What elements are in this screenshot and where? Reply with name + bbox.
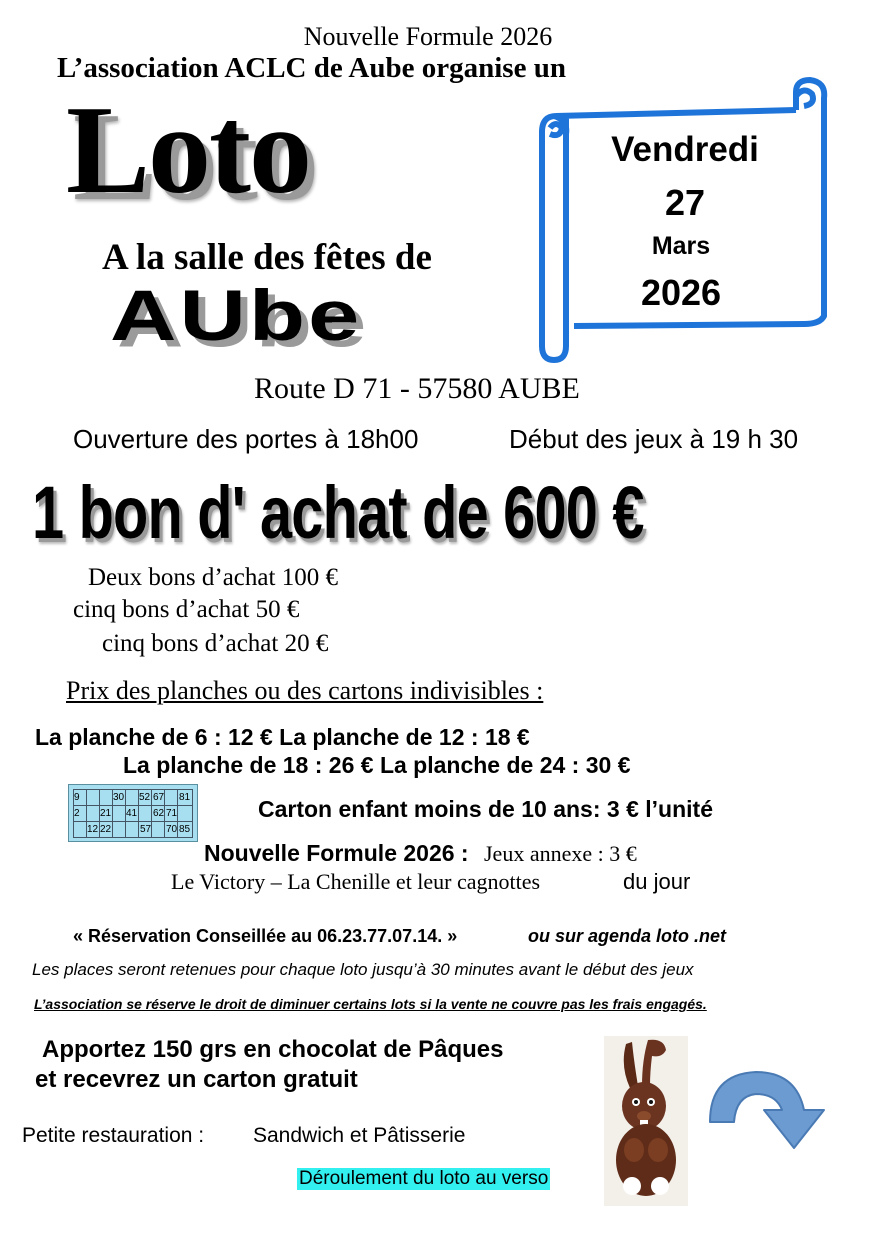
child-card-price: Carton enfant moins de 10 ans: 3 € l’unité [258, 796, 713, 822]
side-games-price: Jeux annexe : 3 € [484, 841, 637, 866]
side-games-tail: du jour [623, 869, 691, 894]
catering-label: Petite restauration : [22, 1124, 205, 1147]
date-year: 2026 [640, 272, 722, 313]
date-weekday: Vendredi [611, 130, 759, 169]
card-number: 57 [140, 824, 152, 835]
main-prize: 1 bon d' achat de 600 € [32, 471, 644, 554]
catering-items: Sandwich et Pâtisserie [253, 1124, 466, 1147]
bingo-card-icon [68, 784, 198, 842]
doors-open-time: Ouverture des portes à 18h00 [73, 424, 419, 454]
chocolate-offer-line: et recevrez un carton gratuit [35, 1066, 358, 1093]
card-number: 62 [153, 808, 165, 819]
date-day: 27 [664, 182, 706, 223]
reservation-website: ou sur agenda loto .net [528, 926, 727, 946]
card-number: 70 [166, 824, 178, 835]
card-number: 22 [100, 824, 112, 835]
organizer-line: L’association ACLC de Aube organise un [57, 52, 566, 84]
price-line: La planche de 18 : 26 € La planche de 24 : 30 € [123, 752, 631, 778]
curved-arrow-icon [704, 1064, 830, 1152]
chocolate-bunny-icon [604, 1036, 688, 1206]
new-formula-label: Nouvelle Formule 2026 : [204, 840, 469, 866]
card-number: 85 [179, 824, 191, 835]
disclaimer: L’association se réserve le droit de diminuer certains lots si la vente ne couvre pas les frais engagés. [34, 996, 707, 1012]
card-number: 41 [126, 808, 138, 819]
card-number: 2 [74, 808, 80, 819]
prize-line: cinq bons d’achat 20 € [102, 630, 329, 657]
card-number: 9 [74, 792, 80, 803]
card-number: 71 [166, 808, 178, 819]
date-month: Mars [651, 232, 711, 260]
village-title: AUbe [110, 276, 363, 356]
games-start-time: Début des jeux à 19 h 30 [509, 424, 799, 454]
loto-title: Loto [66, 81, 310, 220]
price-line: La planche de 6 : 12 € La planche de 12 : 18 € [35, 724, 530, 750]
card-number: 21 [100, 808, 112, 819]
chocolate-offer-line: Apportez 150 grs en chocolat de Pâques [42, 1036, 504, 1063]
card-number: 67 [153, 792, 165, 803]
prize-line: cinq bons d’achat 50 € [73, 596, 300, 623]
card-number: 81 [179, 792, 191, 803]
side-games-list: Le Victory – La Chenille et leur cagnottes [171, 869, 541, 894]
address: Route D 71 - 57580 AUBE [254, 372, 580, 405]
prize-line: Deux bons d’achat 100 € [88, 564, 338, 591]
reservation-phone: « Réservation Conseillée au 06.23.77.07.14. » [73, 926, 458, 946]
venue-line: A la salle des fêtes de [102, 237, 432, 278]
seat-hold-notice: Les places seront retenues pour chaque loto jusqu’à 30 minutes avant le début des jeux [32, 960, 694, 979]
prices-heading: Prix des planches ou des cartons indivisibles : [66, 676, 544, 705]
verso-note: Déroulement du loto au verso [299, 1168, 549, 1189]
card-number: 12 [87, 824, 99, 835]
card-number: 52 [139, 792, 151, 803]
top-tagline: Nouvelle Formule 2026 [303, 22, 553, 51]
card-number: 30 [113, 792, 125, 803]
